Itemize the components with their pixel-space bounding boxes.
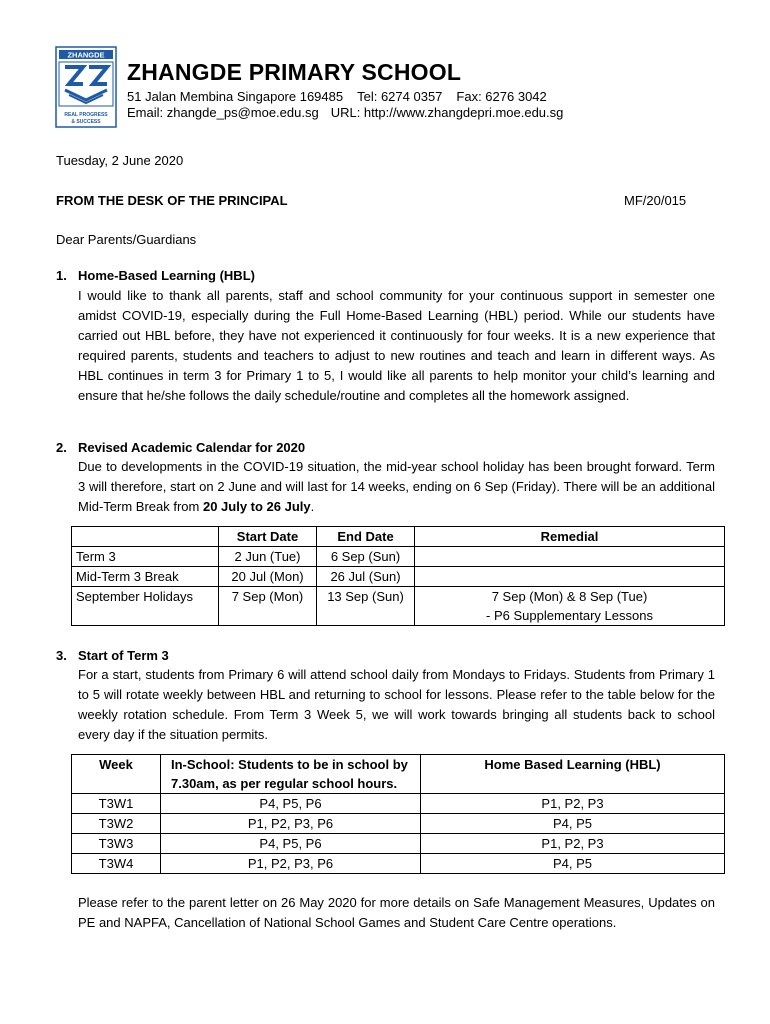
- table-cell: September Holidays: [72, 587, 219, 626]
- academic-calendar-table: [71, 526, 725, 626]
- section-2-text: Due to developments in the COVID-19 situation, the mid-year school holiday has been brought forward. Term 3 will therefore, start on 2 June and will last for 14 weeks, ending on 6 Sep (Friday). There will be an additional Mid-Term Break from: [78, 459, 715, 514]
- table-row: [72, 794, 725, 814]
- section-2-heading: [56, 440, 305, 455]
- school-name: ZHANGDE PRIMARY SCHOOL: [127, 59, 462, 85]
- table-cell: 26 Jul (Sun): [317, 567, 415, 587]
- table-cell: T3W4: [72, 854, 161, 874]
- logo-text: ZHANGDE: [67, 50, 105, 60]
- school-contact-line: [127, 105, 563, 120]
- section-2-number: 2.: [56, 440, 67, 455]
- table-cell: P4, P5: [421, 854, 725, 874]
- section-1-title: Home-Based Learning (HBL): [78, 268, 255, 283]
- school-logo: [55, 46, 117, 128]
- table-cell: 7 Sep (Mon): [219, 587, 317, 626]
- letter-date: Tuesday, 2 June 2020: [56, 153, 184, 168]
- table-header: In-School: Students to be in school by 7.30am, as per regular school hours.: [161, 755, 421, 794]
- table-header: Start Date: [219, 527, 317, 547]
- section-3-body: For a start, students from Primary 6 will attend school daily from Mondays to Fridays. Students from Primary 1 to 5 will rotate weekly between HBL and returning to school for lessons. Please refer to the table below for the weekly rotation schedule. From Term 3 Week 5, we will work towards bringing all students back to school every day if the situation permits.: [78, 667, 715, 742]
- table-cell: P4, P5: [421, 814, 725, 834]
- salutation: Dear Parents/Guardians: [56, 232, 197, 247]
- table-cell: [415, 567, 725, 587]
- school-tel: Tel: 6274 0357: [357, 89, 443, 104]
- school-logo-icon: [55, 46, 117, 128]
- section-2-bold-dates: 20 July to 26 July: [202, 499, 311, 514]
- table-cell: [415, 587, 725, 626]
- table-cell: 6 Sep (Sun): [317, 547, 415, 567]
- table-header-row: [72, 755, 725, 794]
- table-header-row: [72, 527, 725, 547]
- table-header: Home Based Learning (HBL): [421, 755, 725, 794]
- section-1-number: 1.: [56, 268, 67, 283]
- section-1-heading: [56, 268, 255, 283]
- logo-motto-1: REAL PROGRESS: [64, 112, 108, 118]
- from-desk-heading: FROM THE DESK OF THE PRINCIPAL: [56, 193, 288, 208]
- table-cell: P1, P2, P3, P6: [161, 814, 421, 834]
- school-url: URL: http://www.zhangdepri.moe.edu.sg: [330, 105, 564, 120]
- school-fax: Fax: 6276 3042: [456, 89, 547, 104]
- table-cell: Term 3: [72, 547, 219, 567]
- table-header: Week: [72, 755, 161, 794]
- table-cell: T3W1: [72, 794, 161, 814]
- table-cell: P1, P2, P3, P6: [161, 854, 421, 874]
- section-3-heading: [56, 648, 169, 663]
- rotation-schedule-table: [71, 754, 725, 874]
- section-3-title: Start of Term 3: [78, 648, 169, 663]
- table-row: [72, 547, 725, 567]
- table-row: [72, 814, 725, 834]
- logo-motto-2: & SUCCESS: [71, 119, 101, 125]
- table-cell: 13 Sep (Sun): [317, 587, 415, 626]
- table-row: [72, 834, 725, 854]
- table-cell: P1, P2, P3: [421, 834, 725, 854]
- closing-paragraph: Please refer to the parent letter on 26 May 2020 for more details on Safe Management Measures, Updates on PE and NAPFA, Cancellation of National School Games and Student Care Centre operations.: [78, 895, 715, 930]
- table-cell: [415, 547, 725, 567]
- table-header: [72, 527, 219, 547]
- remedial-note: - P6 Supplementary Lessons: [486, 608, 653, 623]
- school-address: 51 Jalan Membina Singapore 169485: [127, 89, 344, 104]
- table-cell: T3W2: [72, 814, 161, 834]
- table-cell: 2 Jun (Tue): [219, 547, 317, 567]
- section-2-body: [78, 457, 715, 517]
- remedial-dates: 7 Sep (Mon) & 8 Sep (Tue): [491, 589, 648, 604]
- table-cell: P4, P5, P6: [161, 834, 421, 854]
- table-cell: P1, P2, P3: [421, 794, 725, 814]
- section-2-title: Revised Academic Calendar for 2020: [78, 440, 306, 455]
- reference-number: MF/20/015: [624, 193, 687, 208]
- table-row: [72, 567, 725, 587]
- section-2-end: .: [310, 499, 315, 514]
- table-cell: T3W3: [72, 834, 161, 854]
- table-cell: P4, P5, P6: [161, 794, 421, 814]
- section-3-number: 3.: [56, 648, 67, 663]
- table-cell: 20 Jul (Mon): [219, 567, 317, 587]
- table-cell: Mid-Term 3 Break: [72, 567, 219, 587]
- school-address-line: [127, 89, 547, 104]
- school-email: Email: zhangde_ps@moe.edu.sg: [127, 105, 319, 120]
- section-1-body: I would like to thank all parents, staff and school community for your continuous support in semester one amidst COVID-19, especially during the Full Home-Based Learning (HBL) period. While our students have carried out HBL before, they have not experienced it continuously for four weeks. It is a new experience that required parents, students and teachers to adjust to new routines and teach and learn in different ways. As HBL continues in term 3 for Primary 1 to 5, I would like all parents to help monitor your child’s learning and ensure that he/she follows the daily schedule/routine and completes all the homework assigned.: [78, 288, 715, 403]
- table-header: Remedial: [415, 527, 725, 547]
- table-row: [72, 854, 725, 874]
- table-header: End Date: [317, 527, 415, 547]
- table-row: [72, 587, 725, 626]
